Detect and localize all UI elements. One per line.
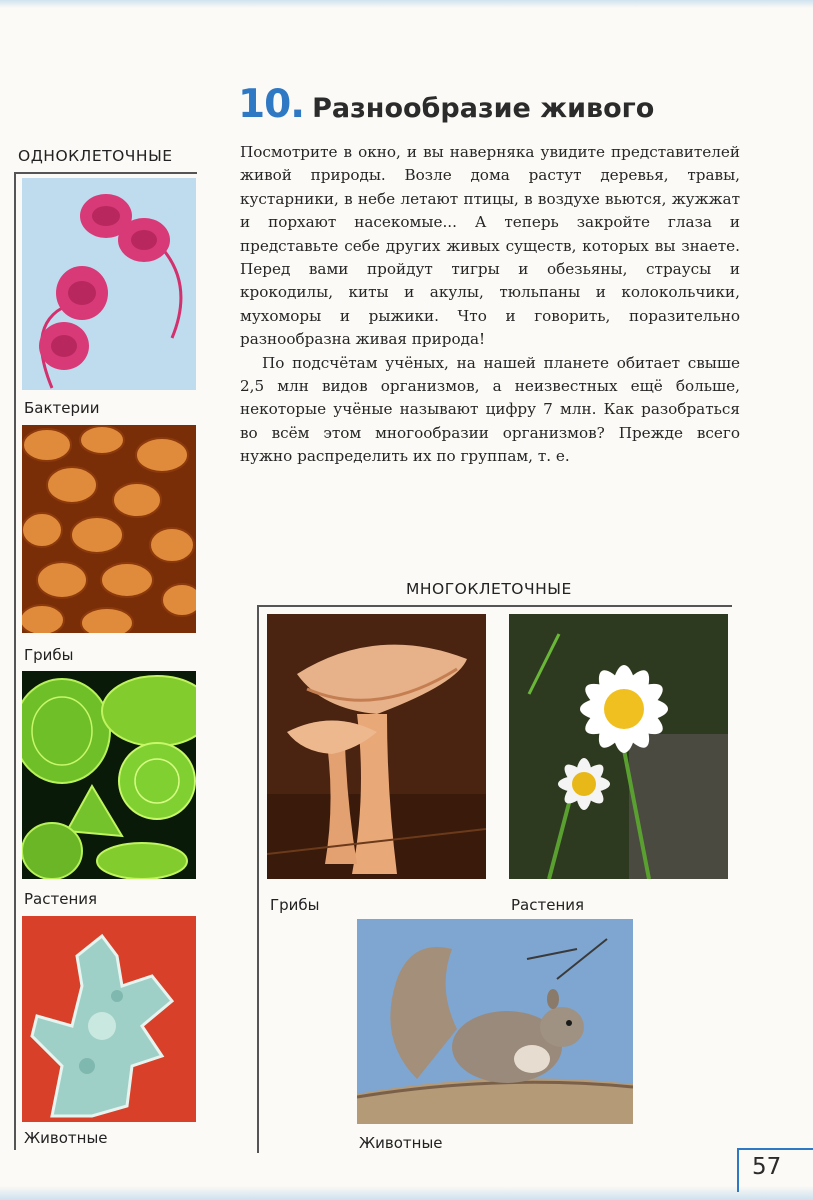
squirrel-photo — [357, 919, 633, 1124]
caption-plants-multicellular: Растения — [511, 896, 585, 914]
caption-animals-multicellular: Животные — [359, 1134, 443, 1152]
unicellular-label: ОДНОКЛЕТОЧНЫЕ — [18, 147, 173, 165]
caption-fungi-unicellular: Грибы — [24, 646, 74, 664]
section-heading — [238, 82, 654, 127]
bacteria-photo — [22, 178, 196, 390]
body-text — [240, 141, 740, 469]
paragraph-2: По подсчётам учёных, на нашей планете обитает свыше 2,5 млн видов организмов, а неизвестных ещё больше, некоторые учёные называют цифру 7 млн. Как разобраться во всём этом многообразии организмов? Прежде всего нужно распределить их по группам, т. е. — [240, 353, 740, 466]
section-number: 10. — [238, 82, 305, 127]
daisy-photo — [509, 614, 728, 879]
multicellular-bracket-line — [257, 605, 259, 1153]
bottom-color-band — [0, 1186, 813, 1200]
caption-bacteria: Бактерии — [24, 399, 100, 417]
page-number: 57 — [752, 1154, 782, 1180]
unicellular-bracket-top — [14, 172, 197, 174]
mushroom-photo — [267, 614, 486, 879]
section-title: Разнообразие живого — [312, 93, 655, 124]
amoeba-photo — [22, 916, 196, 1122]
unicellular-bracket-line — [14, 172, 16, 1150]
top-color-band — [0, 0, 813, 8]
multicellular-bracket-top — [257, 605, 732, 607]
yeast-photo — [22, 425, 196, 633]
caption-plants-unicellular: Растения — [24, 890, 98, 908]
caption-animals-unicellular: Животные — [24, 1129, 108, 1147]
diatoms-photo — [22, 671, 196, 879]
caption-fungi-multicellular: Грибы — [270, 896, 320, 914]
paragraph-1: Посмотрите в окно, и вы наверняка увидите представителей живой природы. Возле дома растут деревья, травы, кустарники, в небе летают птицы, в воздухе вьются, жужжат и порхают насекомые... А теперь закройте глаза и представьте себе других живых существ, которых вы знаете. Перед вами пройдут тигры и обезьяны, страусы и крокодилы, киты и акулы, тюльпаны и колокольчики, мухоморы и рыжики. Что и говорить, поразительно разнообразна живая природа! — [240, 143, 740, 349]
multicellular-label: МНОГОКЛЕТОЧНЫЕ — [406, 580, 572, 598]
